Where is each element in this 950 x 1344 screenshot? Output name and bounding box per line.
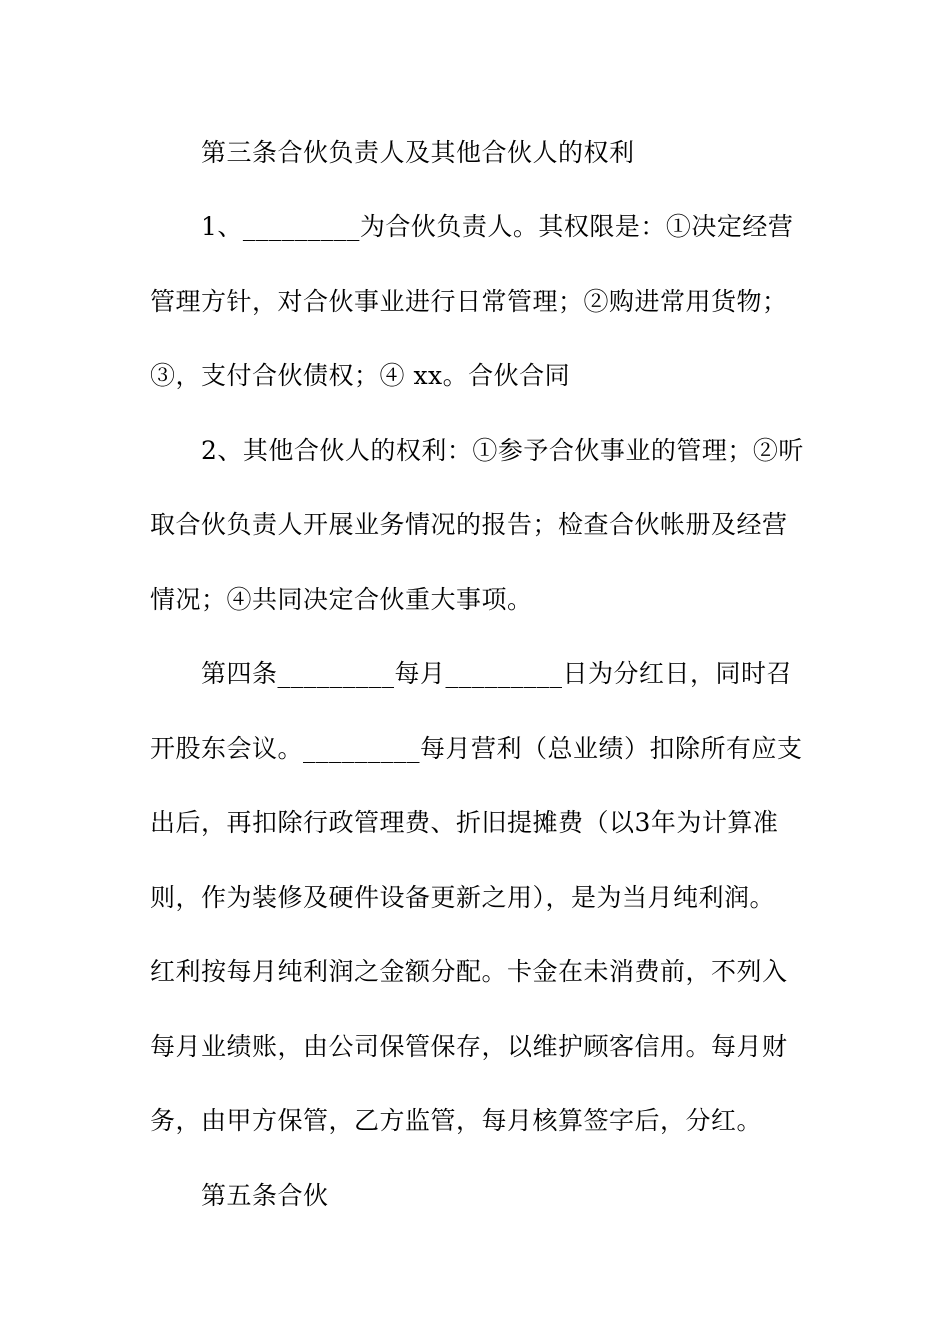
paragraph-line: 红利按每月纯利润之金额分配。卡金在未消费前，不列入 [150,957,788,986]
article-5-heading: 第五条合伙 [201,1181,329,1210]
paragraph-line: 每月业绩账，由公司保管保存，以维护顾客信用。每月财 [150,1032,788,1061]
article-3-heading: 第三条合伙负责人及其他合伙人的权利 [201,138,635,167]
article-4-line: 第四条_________每月_________日为分红日，同时召 [201,659,793,688]
paragraph-line: 1、_________为合伙负责人。其权限是：①决定经营 [201,212,794,241]
paragraph-line: 取合伙负责人开展业务情况的报告；检查合伙帐册及经营 [150,510,788,539]
paragraph-line: 管理方针，对合伙事业进行日常管理；②购进常用货物； [150,287,788,316]
paragraph-line: ③，支付合伙债权；④ xx。合伙合同 [150,361,571,390]
paragraph-line: 2、其他合伙人的权利：①参予合伙事业的管理；②听 [201,436,804,465]
paragraph-line: 情况；④共同决定合伙重大事项。 [150,585,533,614]
paragraph-line: 则，作为装修及硬件设备更新之用），是为当月纯利润。 [150,883,776,912]
paragraph-line: 务，由甲方保管，乙方监管，每月核算签字后，分红。 [150,1106,763,1135]
paragraph-line: 开股东会议。_________每月营利（总业绩）扣除所有应支 [150,734,803,763]
paragraph-line: 出后，再扣除行政管理费、折旧提摊费（以3年为计算准 [150,808,779,837]
